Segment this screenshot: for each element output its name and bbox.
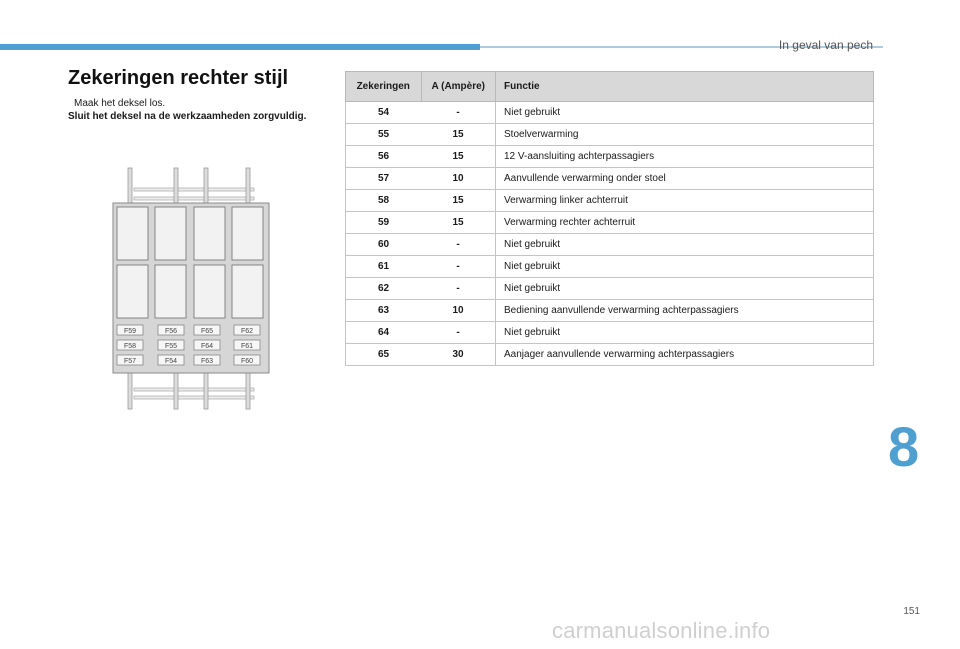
fuse-number: 58 [346, 190, 422, 212]
chapter-number: 8 [888, 415, 920, 478]
fuse-function: Niet gebruikt [496, 256, 874, 278]
column-header-amp: A (Ampère) [421, 72, 496, 102]
instruction-note: Sluit het deksel na de werkzaamheden zorgvuldig. [68, 111, 307, 122]
table-row [346, 168, 874, 190]
fuse-table [345, 71, 874, 366]
fuse-slot [158, 340, 184, 350]
fuse-amperage: 15 [421, 212, 496, 234]
table-row [346, 234, 874, 256]
header-accent-bar [0, 44, 480, 50]
fuse-function: Verwarming rechter achterruit [496, 212, 874, 234]
fuse-function: Niet gebruikt [496, 278, 874, 300]
fuse-box-diagram [108, 163, 278, 413]
table-row [346, 300, 874, 322]
fuse-function: Aanvullende verwarming onder stoel [496, 168, 874, 190]
fuse-number: 62 [346, 278, 422, 300]
fuse-label: F65 [200, 328, 214, 335]
fuse-number: 61 [346, 256, 422, 278]
fuse-number: 59 [346, 212, 422, 234]
fuse-function: Verwarming linker achterruit [496, 190, 874, 212]
fuse-function: Bediening aanvullende verwarming achterpassagiers [496, 300, 874, 322]
fuse-amperage: 30 [421, 344, 496, 366]
table-row [346, 102, 874, 124]
fuse-amperage: 10 [421, 300, 496, 322]
fuse-slot [234, 340, 260, 350]
fuse-number: 65 [346, 344, 422, 366]
fuse-label: F57 [123, 358, 137, 365]
fuse-label: F62 [240, 328, 254, 335]
fuse-label: F58 [123, 343, 137, 350]
table-row [346, 344, 874, 366]
fuse-slot [234, 355, 260, 365]
column-header-function: Functie [496, 72, 874, 102]
table-row [346, 278, 874, 300]
fuse-label: F63 [200, 358, 214, 365]
fuse-label: F54 [164, 358, 178, 365]
fuse-function: 12 V-aansluiting achterpassagiers [496, 146, 874, 168]
fuse-function: Niet gebruikt [496, 102, 874, 124]
fuse-function: Aanjager aanvullende verwarming achterpassagiers [496, 344, 874, 366]
fuse-label: F61 [240, 343, 254, 350]
fuse-amperage: 15 [421, 124, 496, 146]
column-header-fuse: Zekeringen [346, 72, 422, 102]
fuse-function: Stoelverwarming [496, 124, 874, 146]
fuse-label: F59 [123, 328, 137, 335]
fuse-amperage: 15 [421, 146, 496, 168]
fuse-number: 55 [346, 124, 422, 146]
section-title: Zekeringen rechter stijl [68, 67, 289, 89]
table-row [346, 212, 874, 234]
table-row [346, 322, 874, 344]
fuse-slot [158, 325, 184, 335]
fuse-slot [194, 325, 220, 335]
instructions [68, 97, 308, 123]
watermark-text[interactable]: carmanualsonline.info [552, 618, 771, 643]
fuse-amperage: - [421, 234, 496, 256]
fuse-amperage: - [421, 322, 496, 344]
fuse-number: 54 [346, 102, 422, 124]
fuse-number: 63 [346, 300, 422, 322]
fuse-label: F55 [164, 343, 178, 350]
fuse-number: 56 [346, 146, 422, 168]
fuse-number: 57 [346, 168, 422, 190]
top-rails [134, 188, 254, 200]
fuse-amperage: 10 [421, 168, 496, 190]
fuse-slot [194, 355, 220, 365]
fuse-slot [158, 355, 184, 365]
fuse-amperage: - [421, 256, 496, 278]
fuse-function: Niet gebruikt [496, 234, 874, 256]
table-row [346, 146, 874, 168]
table-header-row [346, 72, 874, 102]
fuse-label: F60 [240, 358, 254, 365]
fuse-amperage: - [421, 278, 496, 300]
chapter-title: In geval van pech [778, 38, 873, 52]
fuse-label: F64 [200, 343, 214, 350]
fuse-number: 64 [346, 322, 422, 344]
bottom-rails [134, 388, 254, 399]
fuse-amperage: 15 [421, 190, 496, 212]
fuse-slot [117, 355, 143, 365]
fuse-function: Niet gebruikt [496, 322, 874, 344]
table-row [346, 256, 874, 278]
fuse-slot [194, 340, 220, 350]
table-row [346, 124, 874, 146]
instruction-text: Maak het deksel los. [74, 98, 166, 109]
fuse-number: 60 [346, 234, 422, 256]
table-row [346, 190, 874, 212]
fuse-slot [117, 340, 143, 350]
instruction-item [68, 97, 308, 110]
fuse-slot [117, 325, 143, 335]
page-number: 151 [903, 606, 920, 617]
fuse-label: F56 [164, 328, 178, 335]
fuse-amperage: - [421, 102, 496, 124]
fuse-slot [234, 325, 260, 335]
